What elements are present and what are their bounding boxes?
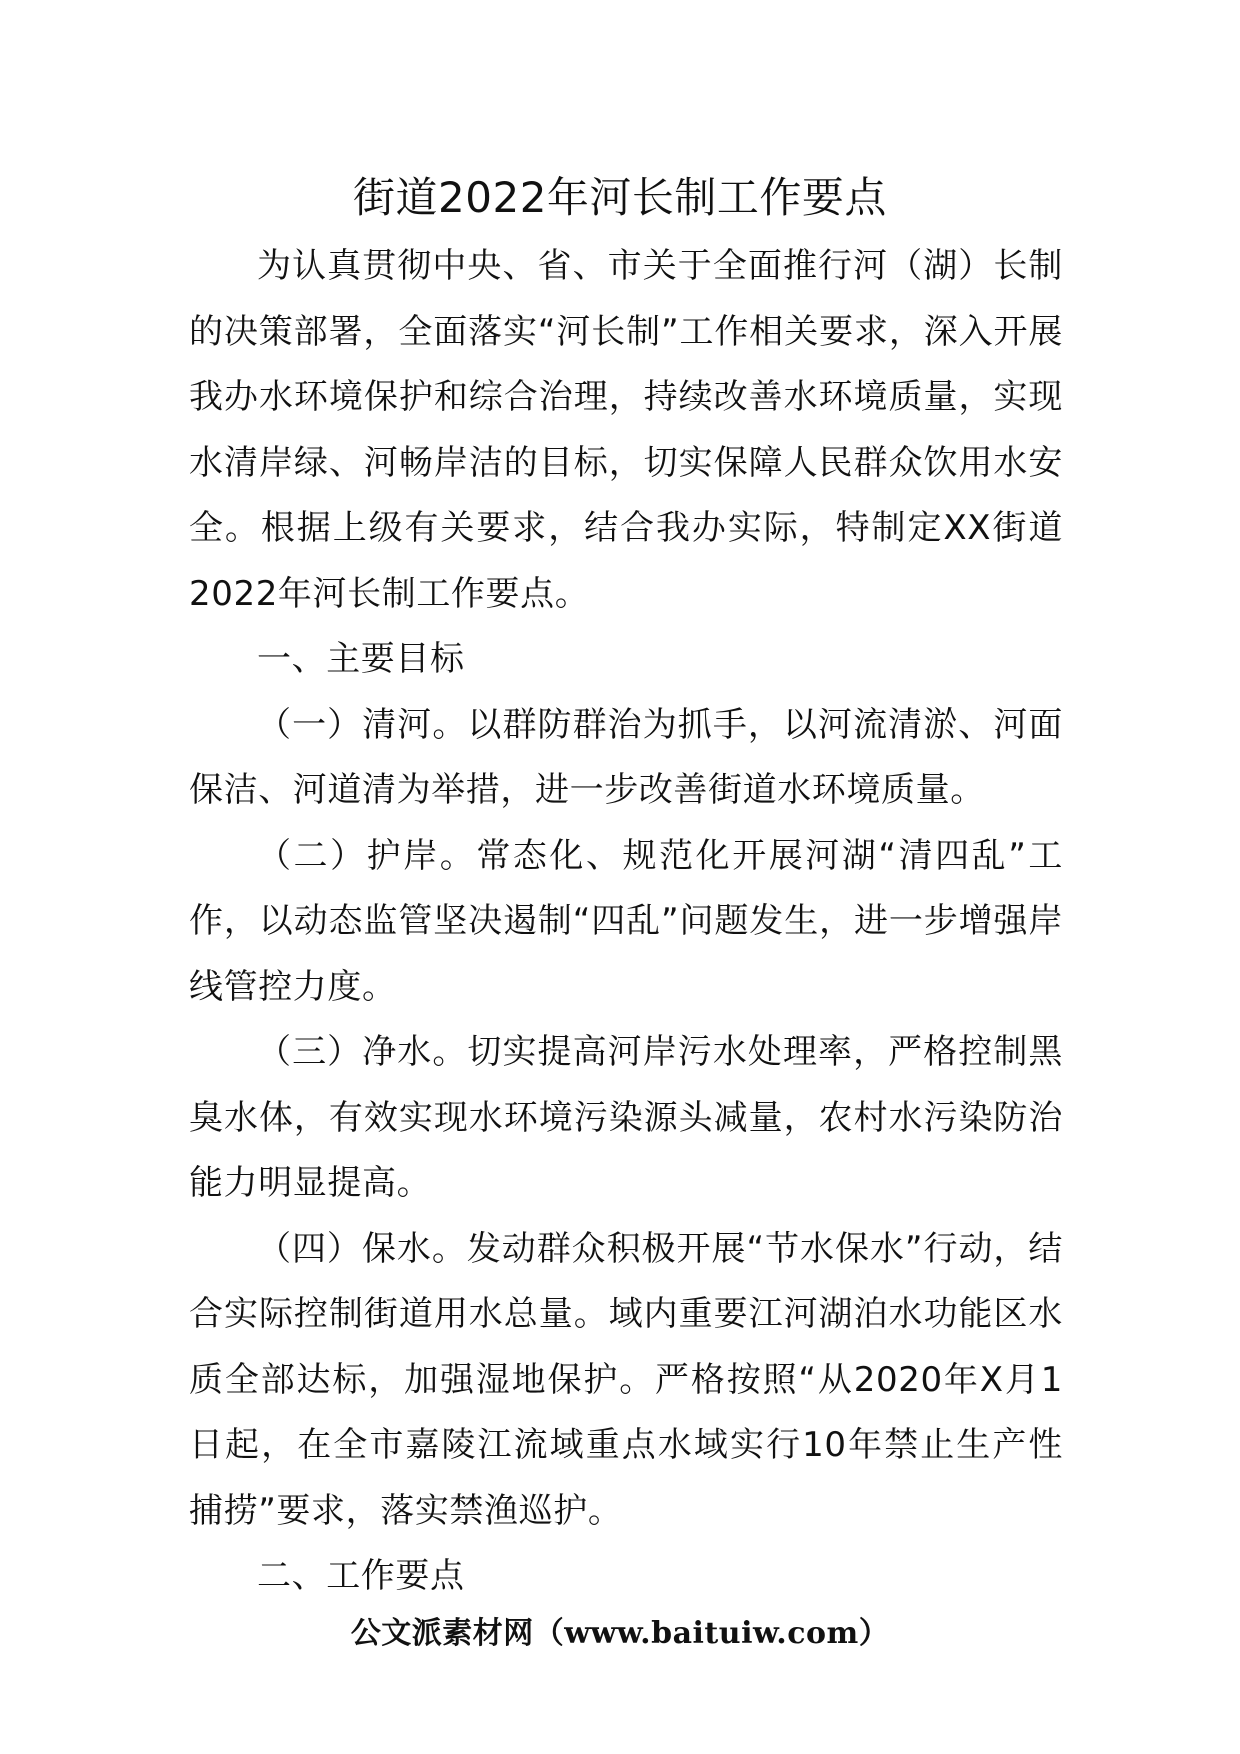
document-title: 街道2022年河长制工作要点 — [353, 173, 887, 222]
intro-paragraph: 为认真贯彻中央、省、市关于全面推行河（湖）长制的决策部署，全面落实“河长制”工作相关要求，深入开展我办水环境保护和综合治理，持续改善水环境质量，实现水清岸绿、河畅岸洁的目标，切实保障人民群众饮用水安全。根据上级有关要求，结合我办实际，特制定XX街道2022年河长制工作要点。 — [189, 246, 1063, 614]
document-body — [189, 234, 1063, 1610]
goal-paragraph-protect-bank: （二）护岸。常态化、规范化开展河湖“清四乱”工作，以动态监管坚决遏制“四乱”问题发生，进一步增强岸线管控力度。 — [189, 835, 1063, 1007]
goal-paragraph-conserve-water: （四）保水。发动群众积极开展“节水保水”行动，结合实际控制街道用水总量。域内重要江河湖泊水功能区水质全部达标，加强湿地保护。严格按照“从2020年X月1日起，在全市嘉陵江流域重点水域实行10年禁止生产性捕捞”要求，落实禁渔巡护。 — [189, 1228, 1063, 1531]
section-heading-work-points: 二、工作要点 — [257, 1556, 465, 1596]
section-heading-main-goals: 一、主要目标 — [257, 639, 465, 679]
goal-paragraph-clean-river: （一）清河。以群防群治为抓手，以河流清淤、河面保洁、河道清为举措，进一步改善街道水环境质量。 — [189, 704, 1063, 810]
source-footer: 公文派素材网（www.baituiw.com） — [350, 1616, 890, 1651]
goal-paragraph-purify-water: （三）净水。切实提高河岸污水处理率，严格控制黑臭水体，有效实现水环境污染源头减量，农村水污染防治能力明显提高。 — [189, 1032, 1063, 1203]
